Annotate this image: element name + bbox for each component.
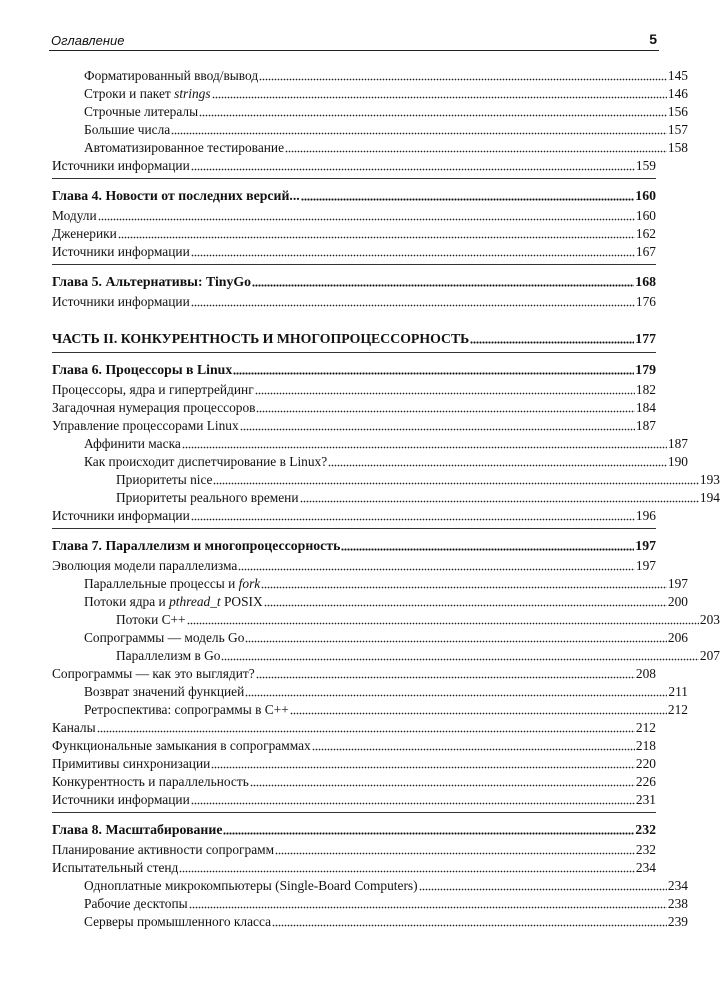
leader-dots (250, 784, 635, 787)
toc-entry-title-italic: pthread_t (169, 594, 221, 609)
leader-dots (275, 852, 635, 855)
toc-entry-title: Управление процессорами Linux (52, 418, 239, 433)
toc-entry-title: Модули (52, 208, 97, 223)
toc-entry-page: 239 (667, 914, 688, 929)
leader-dots (255, 392, 635, 395)
toc-entry-page: 146 (667, 86, 688, 101)
toc-entry-page: 159 (635, 158, 656, 173)
toc-entry-title: Как происходит диспетчирование в Linux? (84, 454, 328, 469)
toc-entry-title: Форматированный ввод/вывод (84, 68, 259, 83)
toc-entry-page: 187 (667, 436, 688, 451)
leader-dots (118, 236, 635, 239)
toc-entry-page: 158 (667, 140, 688, 155)
toc-entry (52, 242, 656, 260)
toc-entry-page: 193 (699, 472, 720, 487)
toc-chapter-title: Глава 5. Альтернативы: TinyGo (52, 274, 251, 289)
leader-dots (187, 622, 699, 625)
leader-dots (261, 586, 667, 589)
leader-dots (341, 548, 634, 551)
toc-entry-title: Источники информации (52, 158, 190, 173)
toc-entry-title: Параллелизм в Go (116, 648, 221, 663)
toc-entry-title: Эволюция модели параллелизма (52, 558, 238, 573)
leader-dots (199, 114, 667, 117)
toc-entry-page: 218 (635, 738, 656, 753)
toc-entry-page: 156 (667, 104, 688, 119)
chapter-divider (52, 812, 656, 813)
toc-part-page: 177 (635, 331, 656, 346)
toc-chapter (52, 186, 656, 204)
toc-entry (52, 138, 688, 156)
leader-dots (179, 870, 635, 873)
toc-entry-page: 207 (699, 648, 720, 663)
toc-entry-title: Загадочная нумерация процессоров (52, 400, 256, 415)
toc-entry (52, 206, 656, 224)
toc-entry-page: 167 (635, 244, 656, 259)
toc-chapter-page: 168 (635, 274, 656, 289)
toc-entry-title-text: Строки и пакет (84, 86, 175, 101)
toc-entry (52, 772, 656, 790)
leader-dots (259, 78, 667, 81)
leader-dots (212, 96, 667, 99)
toc-entry-page: 187 (635, 418, 656, 433)
leader-dots (245, 694, 667, 697)
toc-entry (52, 592, 688, 610)
leader-dots (419, 888, 667, 891)
toc-chapter-page: 197 (635, 538, 656, 553)
toc-entry (52, 858, 656, 876)
toc-entry-title (84, 594, 263, 610)
toc-entry-page: 160 (635, 208, 656, 223)
toc-entry-title (84, 576, 260, 592)
toc-entry-title: Дженерики (52, 226, 117, 241)
toc-entry-title: Примитивы синхронизации (52, 756, 211, 771)
toc-entry-page: 182 (635, 382, 656, 397)
toc-entry (52, 754, 656, 772)
chapter-divider (52, 352, 656, 353)
toc-entry-title: Аффинити маска (84, 436, 181, 451)
toc-entry-title: Приоритеты nice (116, 472, 213, 487)
running-header (49, 31, 659, 51)
toc-entry-page: 190 (667, 454, 688, 469)
leader-dots (252, 284, 634, 287)
toc-entry-page: 162 (635, 226, 656, 241)
leader-dots (189, 906, 667, 909)
leader-dots (182, 446, 667, 449)
toc-entry-page: 238 (667, 896, 688, 911)
toc-chapter-title: Глава 6. Процессоры в Linux (52, 362, 233, 377)
toc-entry-title-text: Параллельные процессы и (84, 576, 239, 591)
toc-entry-page: 212 (667, 702, 688, 717)
toc-entry-page: 220 (635, 756, 656, 771)
toc-entry (52, 380, 656, 398)
toc-entry (52, 506, 656, 524)
toc-chapter (52, 536, 656, 554)
leader-dots (97, 730, 635, 733)
toc-entry (52, 894, 688, 912)
toc-entry-title: Планирование активности сопрограмм (52, 842, 275, 857)
toc-entry-page: 203 (699, 612, 720, 627)
toc-entry-title: Ретроспектива: сопрограммы в C++ (84, 702, 289, 717)
page-number: 5 (649, 31, 657, 47)
toc-entry-page: 197 (635, 558, 656, 573)
toc-entry-title: Автоматизированное тестирование (84, 140, 285, 155)
toc-entry-title: Каналы (52, 720, 96, 735)
toc-entry-page: 196 (635, 508, 656, 523)
toc-entry (52, 434, 688, 452)
toc-entry-title: Источники информации (52, 792, 190, 807)
toc-chapter-title: Глава 8. Масштабирование (52, 822, 223, 837)
toc-entry-page: 184 (635, 400, 656, 415)
toc-entry-title: Одноплатные микрокомпьютеры (Single-Board Computers) (84, 878, 418, 893)
leader-dots (191, 254, 635, 257)
toc-entry-page: 206 (667, 630, 688, 645)
toc-entry-title: Рабочие десктопы (84, 896, 188, 911)
toc-chapter (52, 272, 656, 290)
chapter-divider (52, 264, 656, 265)
toc-entry-title: Серверы промышленного класса (84, 914, 272, 929)
leader-dots (191, 518, 635, 521)
toc-entry-page: 197 (667, 576, 688, 591)
toc-entry-title: Сопрограммы — как это выглядит? (52, 666, 255, 681)
toc-entry (52, 912, 688, 930)
toc-chapter-page: 160 (635, 188, 656, 203)
toc-entry-title: Приоритеты реального времени (116, 490, 299, 505)
leader-dots (171, 132, 667, 135)
leader-dots (211, 766, 635, 769)
toc-entry (52, 66, 688, 84)
leader-dots (233, 372, 634, 375)
toc-entry-page: 232 (635, 842, 656, 857)
toc-entry-page: 211 (668, 684, 688, 699)
toc-entry-page: 200 (667, 594, 688, 609)
toc-entry-page: 208 (635, 666, 656, 681)
toc-entry-page: 231 (635, 792, 656, 807)
leader-dots (245, 640, 667, 643)
toc-entry-title: Большие числа (84, 122, 171, 137)
toc-entry (52, 736, 656, 754)
leader-dots (300, 500, 699, 503)
leader-dots (256, 676, 635, 679)
leader-dots (238, 568, 635, 571)
toc-entry (52, 664, 656, 682)
toc-entry (52, 556, 656, 574)
toc-entry-page: 145 (667, 68, 688, 83)
toc-entry-page: 194 (699, 490, 720, 505)
toc-entry-title: Возврат значений функцией (84, 684, 245, 699)
toc-entry (52, 84, 688, 102)
chapter-divider (52, 178, 656, 179)
toc-entry (52, 470, 720, 488)
leader-dots (213, 482, 699, 485)
toc-entry-page: 176 (635, 294, 656, 309)
leader-dots (264, 604, 667, 607)
toc-part-title: ЧАСТЬ II. КОНКУРЕНТНОСТЬ И МНОГОПРОЦЕССОРНОСТЬ (52, 331, 470, 346)
toc-entry-title: Источники информации (52, 508, 190, 523)
toc-entry (52, 488, 720, 506)
leader-dots (290, 712, 667, 715)
toc-entry (52, 628, 688, 646)
toc-entry (52, 840, 656, 858)
leader-dots (191, 802, 635, 805)
toc-entry (52, 700, 688, 718)
toc-entry-title: Сопрограммы — модель Go (84, 630, 245, 645)
toc-entry (52, 398, 656, 416)
toc-chapter (52, 360, 656, 378)
toc-entry-title-suffix: POSIX (220, 594, 263, 609)
toc-entry-title: Строчные литералы (84, 104, 199, 119)
chapter-divider (52, 528, 656, 529)
toc-entry-title-italic: strings (174, 86, 211, 101)
toc-entry-page: 234 (667, 878, 688, 893)
leader-dots (98, 218, 635, 221)
toc-entry (52, 452, 688, 470)
toc-entry (52, 790, 656, 808)
toc-entry (52, 646, 720, 664)
toc-entry-page: 212 (635, 720, 656, 735)
toc-entry (52, 610, 720, 628)
leader-dots (191, 168, 635, 171)
leader-dots (470, 341, 634, 344)
leader-dots (221, 658, 698, 661)
toc-entry-title-text: Потоки ядра и (84, 594, 170, 609)
leader-dots (301, 198, 635, 201)
toc-entry-title (84, 86, 211, 102)
running-header-title: Оглавление (51, 33, 125, 48)
toc-chapter-page: 232 (635, 822, 656, 837)
toc-entry (52, 718, 656, 736)
toc-entry-title: Испытательный стенд (52, 860, 179, 875)
header-rule (49, 50, 659, 51)
toc-chapter (52, 820, 656, 838)
toc-entry-title: Потоки C++ (116, 612, 186, 627)
toc-entry-title: Функциональные замыкания в сопрограммах (52, 738, 311, 753)
toc-entry (52, 102, 688, 120)
leader-dots (272, 924, 667, 927)
leader-dots (223, 832, 634, 835)
leader-dots (191, 304, 635, 307)
toc-entry (52, 416, 656, 434)
toc-entry (52, 156, 656, 174)
leader-dots (312, 748, 635, 751)
toc-entry (52, 682, 688, 700)
toc-entry-title: Источники информации (52, 294, 190, 309)
toc-entry-page: 234 (635, 860, 656, 875)
toc-entry-title-italic: fork (238, 576, 261, 591)
toc-entry-page: 157 (667, 122, 688, 137)
toc-entry-page: 226 (635, 774, 656, 789)
toc-chapter-title: Глава 7. Параллелизм и многопроцессорность (52, 538, 341, 553)
leader-dots (328, 464, 667, 467)
toc-entry (52, 876, 688, 894)
toc-entry (52, 292, 656, 310)
toc-entry-title: Источники информации (52, 244, 190, 259)
toc-entry-title: Процессоры, ядра и гипертрейдинг (52, 382, 254, 397)
toc-entry (52, 120, 688, 138)
leader-dots (285, 150, 667, 153)
toc-entry-title: Конкурентность и параллельность (52, 774, 249, 789)
toc-chapter-title: Глава 4. Новости от последних версий... (52, 188, 300, 203)
toc-chapter-page: 179 (635, 362, 656, 377)
toc-entry (52, 574, 688, 592)
leader-dots (256, 410, 634, 413)
toc-entry (52, 224, 656, 242)
leader-dots (240, 428, 635, 431)
toc-part (52, 329, 656, 347)
